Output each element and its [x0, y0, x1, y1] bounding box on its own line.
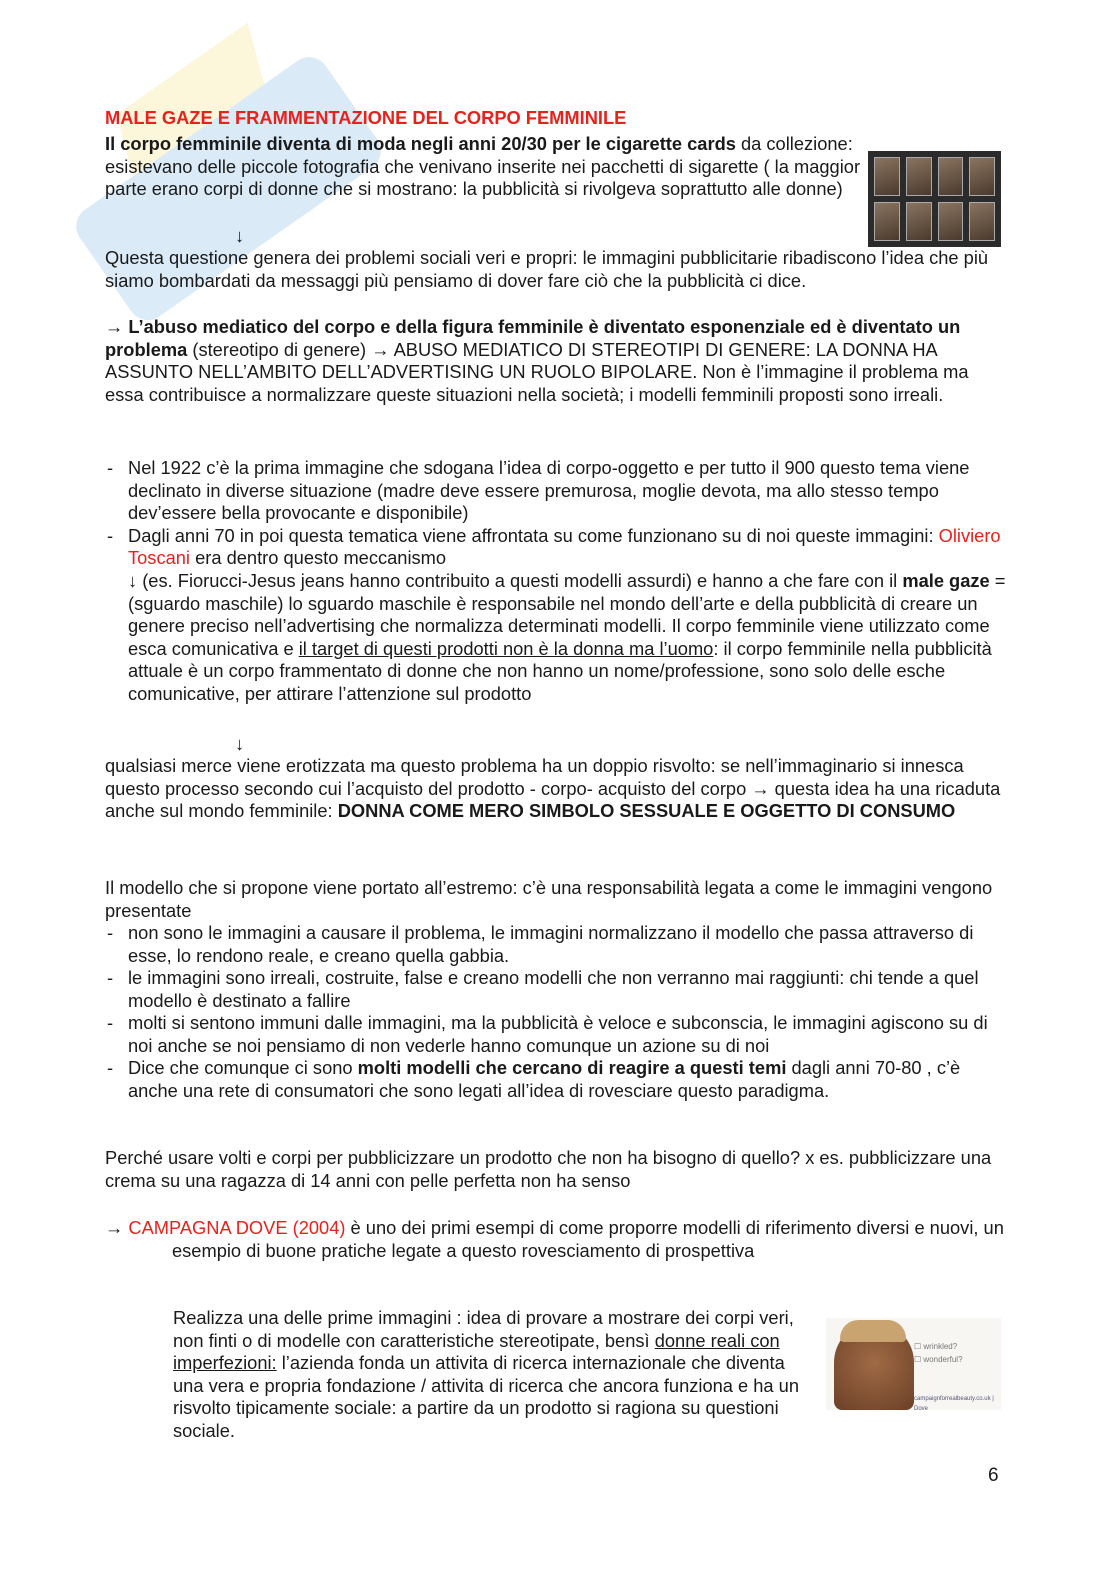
text: dagli anni 70-80 , c’è anche una rete di consumatori che sono legati all’idea di rovesciare questo paradigma. [128, 1057, 961, 1101]
ad-footer: campaignforrealbeauty.co.uk | Dove [914, 1396, 994, 1412]
text: = (sguardo maschile) lo sguardo maschile è responsabile nel mondo dell’arte e della pubblicità di creare un genere preciso nell’advertising che normalizza determinati modelli. Il corpo femminile viene utilizzato come esca comunicativa e [128, 570, 1006, 659]
list-item [105, 525, 1005, 570]
bold-text: male gaze [902, 570, 990, 591]
list-item: - le immagini sono irreali, costruite, false e creano modelli che non verranno mai raggiunti: chi tende a quel modello è destinato a fallire [105, 967, 1005, 1012]
text: (stereotipo di genere) → ABUSO MEDIATICO DI STEREOTIPI DI GENERE: LA DONNA HA ASSUNTO NELL’AMBITO DELL’ADVERTISING UN RUOLO BIPOLARE. Non è l’immagine il problema ma essa contribuisce a normalizzare queste situazioni nella società; i modelli femminili proposti sono irreali. [105, 338, 969, 405]
oliviero-toscani-highlight: Oliviero Toscani [128, 524, 1001, 568]
list-item: - molti si sentono immuni dalle immagini, ma la pubblicità è veloce e subconscia, le immagini agiscono su di noi anche se noi pensiamo di non vederle hanno comunque un azione su di noi [105, 1012, 1005, 1057]
bold-text: molti modelli che cercano di reagire a questi temi [357, 1057, 787, 1078]
arrow-right-icon: → [105, 1217, 129, 1238]
dove-campaign-highlight: CAMPAGNA DOVE (2004) [128, 1217, 346, 1238]
underlined-text: il target di questi prodotti non è la donna ma l’uomo [298, 637, 714, 659]
bold-text: Il corpo femminile diventa di moda negli anni 20/30 per le cigarette cards [105, 133, 736, 154]
text: Dagli anni 70 in poi questa tematica viene affrontata su come funzionano su di noi queste immagini: [128, 524, 939, 546]
paragraph-cigarette-cards [105, 133, 865, 201]
bullet-list-history [105, 457, 1005, 570]
arrow-right-icon: → [105, 316, 129, 337]
text: Realizza una delle prime immagini : idea di provare a mostrare dei corpi veri, non finti o di modelle con caratteristiche stereotipate, bensì [173, 1307, 794, 1351]
headscarf [840, 1320, 906, 1342]
bullet-list-images [105, 922, 1005, 1102]
text: qualsiasi merce viene erotizzata ma questo problema ha un doppio risvolto: se nell’immaginario si innesca questo processo secondo cui l’acquisto del prodotto - corpo- acquisto del corpo → questa idea ha una ricaduta anche sul mondo femminile: [105, 755, 1001, 821]
paragraph-media-abuse [105, 316, 1005, 406]
dove-ad-image [826, 1318, 1001, 1410]
text: l’azienda fonda un attivita di ricerca internazionale che diventa una vera e propria fondazione / attivita di ricerca che ancora funziona e ha un risvolto tipicamente sociale: a partire da un prodotto si ragiona su questioni sociale. [173, 1352, 800, 1441]
list-item: - Nel 1922 c’è la prima immagine che sdogana l’idea di corpo-oggetto e per tutto il 900 questo tema viene declinato in diverse situazione (madre deve essere premurosa, moglie devota, ma allo stesso tempo dev’essere bella provocante e disponibile) [105, 457, 1005, 525]
text: Dice che comunque ci sono [128, 1057, 358, 1078]
bold-text: L’abuso mediatico del corpo e della figura femminile è diventato esponenziale ed è diventato un problema [105, 316, 961, 360]
paragraph-dove-campaign [105, 1217, 1072, 1262]
text: è uno dei primi esempi di come proporre modelli di riferimento diversi e nuovi, un esempio di buone pratiche legate a questo rovesciamento di prospettiva [172, 1217, 1004, 1261]
paragraph-eroticization [105, 755, 1005, 823]
arrow-down-icon: ↓ [235, 225, 245, 246]
arrow-down-icon: ↓ [235, 733, 245, 754]
text: da collezione: esistevano delle piccole fotografia che venivano inserite nei pacchetti di sigarette ( la maggior parte erano corpi di donne che si mostrano: la pubblicità si rivolgeva soprattutto alle donne) [105, 133, 861, 199]
section-title: MALE GAZE E FRAMMENTAZIONE DEL CORPO FEMMINILE [105, 107, 627, 128]
ad-option-wrinkled: ☐ wrinkled? [914, 1342, 958, 1351]
text: era dentro questo meccanismo [189, 547, 447, 568]
ad-option-wonderful: ☐ wonderful? [914, 1355, 963, 1364]
paragraph-model: Il modello che si propone viene portato all’estremo: c’è una responsabilità legata a come le immagini vengono presentate [105, 877, 993, 921]
list-item: - non sono le immagini a causare il problema, le immagini normalizzano il modello che passa attraverso di esse, lo rendono reale, e creano quella gabbia. [105, 922, 1005, 967]
paragraph-real-women [173, 1307, 818, 1442]
list-item [105, 1057, 1005, 1102]
paragraph-question: Perché usare volti e corpi per pubblicizzare un prodotto che non ha bisogno di quello? x es. pubblicizzare una crema su una ragazza di 14 anni con pelle perfetta non ha senso [105, 1147, 992, 1191]
text: : il corpo femminile nella pubblicità attuale è un corpo frammentato di donne che non hanno un nome/professione, sono solo delle esche comunicative, per attirare l’attenzione sul prodotto [128, 637, 992, 704]
underlined-text: donne reali con imperfezioni: [173, 1329, 780, 1373]
bold-text: DONNA COME MERO SIMBOLO SESSUALE E OGGETTO DI CONSUMO [337, 800, 956, 821]
paragraph-social-problems: Questa questione genera dei problemi sociali veri e propri: le immagini pubblicitarie ribadiscono l’idea che più siamo bombardati da messaggi più pensiamo di dover fare ciò che la pubblicità ci dice. [105, 247, 989, 291]
text: ↓ (es. Fiorucci-Jesus jeans hanno contribuito a questi modelli assurdi) e hanno a che fare con il [128, 570, 903, 591]
paragraph-male-gaze [105, 570, 1028, 705]
page-number: 6 [988, 1465, 999, 1486]
